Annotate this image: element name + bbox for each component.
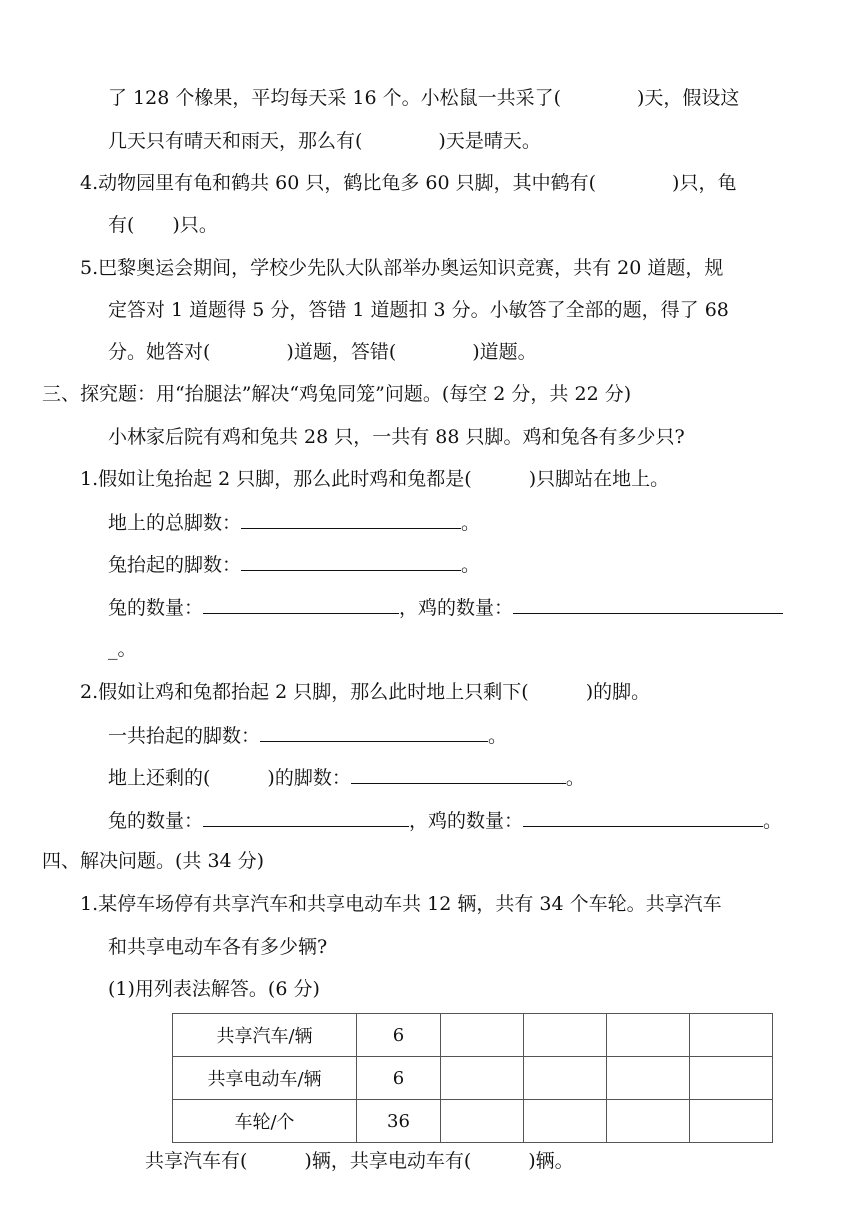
table-blank-cell[interactable] (524, 1014, 607, 1057)
s3-q1-ground-row (108, 508, 480, 536)
rabbit-count-label: 兔的数量： (108, 810, 204, 832)
table-blank-cell[interactable] (690, 1100, 773, 1143)
s4-q1-line-2: 和共享电动车各有多少辆? (108, 936, 328, 958)
q4-line-2: 有( )只。 (108, 214, 218, 236)
period: 。 (763, 810, 783, 832)
chicken-count-label: ，鸡的数量： (409, 810, 524, 832)
ground-feet-blank[interactable] (241, 508, 461, 529)
remain-feet-label: 地上还剩的( )的脚数： (108, 767, 351, 789)
table-blank-cell[interactable] (690, 1057, 773, 1100)
table-blank-cell[interactable] (607, 1057, 690, 1100)
section3-intro: 小林家后院有鸡和兔共 28 只，一共有 88 只脚。鸡和兔各有多少只? (108, 426, 685, 448)
table-blank-cell[interactable] (607, 1014, 690, 1057)
row-label: 共享汽车/辆 (173, 1014, 357, 1057)
chicken-count-blank[interactable] (513, 593, 783, 614)
s3-q2-total-row (108, 721, 507, 749)
row-label: 车轮/个 (173, 1100, 357, 1143)
s3-q1-wrap-tail: _。 (108, 638, 137, 660)
section3-title: 三、探究题：用“抬腿法”解决“鸡兔同笼”问题。(每空 2 分，共 22 分) (42, 383, 632, 405)
s3-q1-text: 1.假如让兔抬起 2 只脚，那么此时鸡和兔都是( )只脚站在地上。 (80, 468, 670, 490)
lifted-feet-blank[interactable] (241, 550, 461, 571)
rabbit-count-blank[interactable] (203, 806, 409, 827)
q5-line-3: 分。她答对( )道题，答错( )道题。 (108, 341, 537, 363)
table-blank-cell[interactable] (690, 1014, 773, 1057)
s3-q2-remain-row (108, 763, 585, 791)
table-blank-cell[interactable] (441, 1014, 524, 1057)
remain-feet-blank[interactable] (351, 763, 566, 784)
period: 。 (488, 725, 508, 747)
table-blank-cell[interactable] (524, 1100, 607, 1143)
row-label: 共享电动车/辆 (173, 1057, 357, 1100)
table-blank-cell[interactable] (441, 1057, 524, 1100)
ground-feet-label: 地上的总脚数： (108, 512, 242, 534)
row-value: 6 (357, 1057, 441, 1100)
table-row (173, 1014, 773, 1057)
s3-q1-lifted-row (108, 550, 480, 578)
s3-q2-count-row (108, 806, 782, 834)
row-value: 6 (357, 1014, 441, 1057)
q5-line-2: 定答对 1 道题得 5 分，答错 1 道题扣 3 分。小敏答了全部的题，得了 68 (108, 299, 729, 321)
table-row (173, 1100, 773, 1143)
q4-line-1: 4.动物园里有龟和鹤共 60 只，鹤比龟多 60 只脚，其中鹤有( )只，龟 (80, 172, 737, 194)
s4-q1-sub1: (1)用列表法解答。(6 分) (108, 978, 320, 1000)
chicken-count-label: ，鸡的数量： (399, 597, 514, 619)
table-row (173, 1057, 773, 1100)
q3-line-1: 了 128 个橡果，平均每天采 16 个。小松鼠一共采了( )天，假设这 (108, 87, 740, 109)
total-lifted-blank[interactable] (260, 721, 488, 742)
period: 。 (461, 554, 481, 576)
lifted-feet-label: 兔抬起的脚数： (108, 554, 242, 576)
s3-q2-text: 2.假如让鸡和兔都抬起 2 只脚，那么此时地上只剩下( )的脚。 (80, 681, 651, 703)
s4-q1-line-1: 1.某停车场停有共享汽车和共享电动车共 12 辆，共有 34 个车轮。共享汽车 (80, 893, 722, 915)
chicken-count-blank[interactable] (523, 806, 763, 827)
section4-title: 四、解决问题。(共 34 分) (42, 850, 265, 872)
q3-line-2: 几天只有晴天和雨天，那么有( )天是晴天。 (108, 130, 541, 152)
table-blank-cell[interactable] (441, 1100, 524, 1143)
period: 。 (461, 512, 481, 534)
s3-q1-count-row (108, 593, 783, 621)
table-blank-cell[interactable] (524, 1057, 607, 1100)
s4-q1-answer: 共享汽车有( )辆，共享电动车有( )辆。 (145, 1150, 574, 1172)
row-value: 36 (357, 1100, 441, 1143)
table-blank-cell[interactable] (607, 1100, 690, 1143)
q5-line-1: 5.巴黎奥运会期间，学校少先队大队部举办奥运知识竞赛，共有 20 道题，规 (80, 257, 724, 279)
total-lifted-label: 一共抬起的脚数： (108, 725, 261, 747)
rabbit-count-blank[interactable] (203, 593, 399, 614)
listing-table (172, 1013, 773, 1143)
rabbit-count-label: 兔的数量： (108, 597, 204, 619)
period: 。 (565, 767, 585, 789)
